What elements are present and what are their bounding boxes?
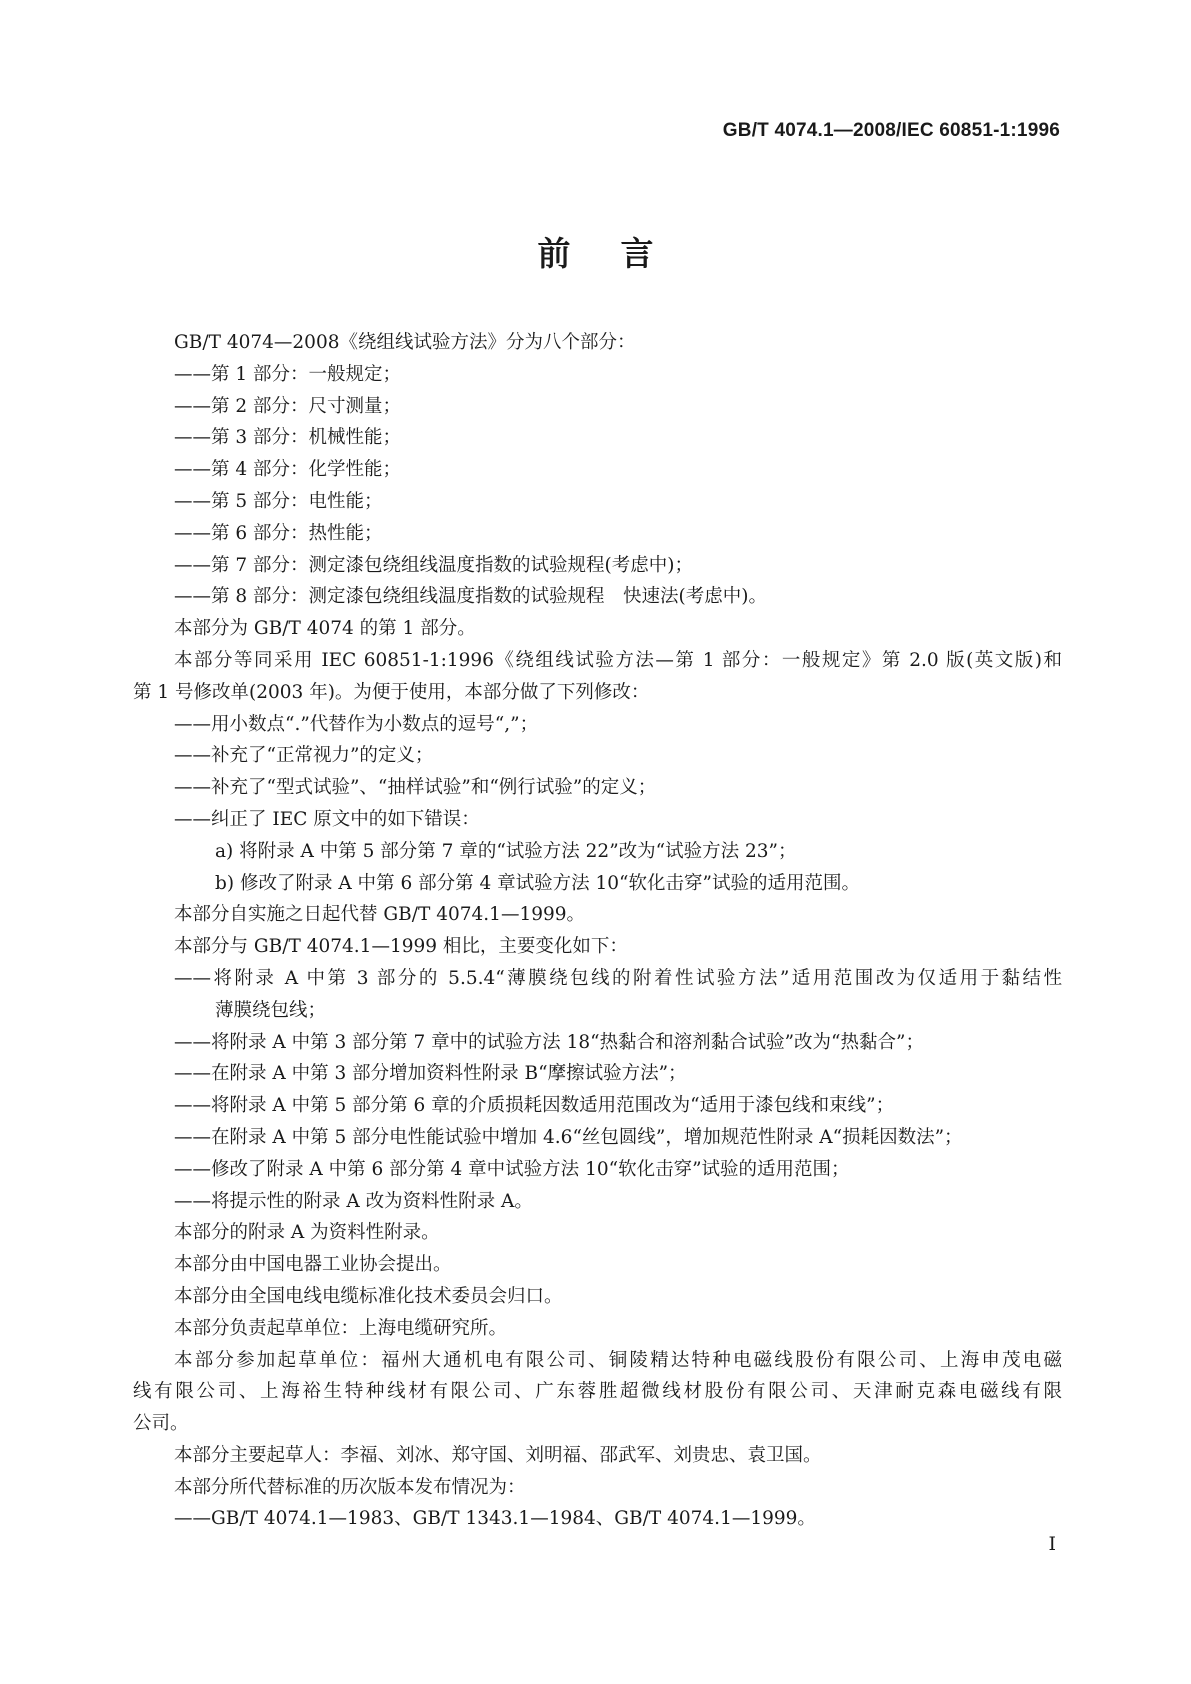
list-item: ——第 6 部分：热性能； xyxy=(174,522,383,544)
page-number: I xyxy=(1048,1533,1056,1555)
paragraph-line: 线有限公司、上海裕生特种线材有限公司、广东蓉胜超微线材股份有限公司、天津耐克森电磁线有限 xyxy=(133,1381,1062,1403)
list-item: ——第 4 部分：化学性能； xyxy=(174,459,402,481)
list-item: ——将附录 A 中第 5 部分第 6 章的介质损耗因数适用范围改为“适用于漆包线和束线”； xyxy=(174,1095,895,1117)
paragraph-line: 本部分主要起草人：李福、刘冰、郑守国、刘明福、邵武军、刘贵忠、袁卫国。 xyxy=(174,1444,822,1466)
list-item: ——将提示性的附录 A 改为资料性附录 A。 xyxy=(174,1190,533,1212)
list-item: ——补充了“正常视力”的定义； xyxy=(174,745,434,767)
list-item: ——第 7 部分：测定漆包绕组线温度指数的试验规程(考虑中)； xyxy=(174,554,693,576)
list-item: ——第 8 部分：测定漆包绕组线温度指数的试验规程 快速法(考虑中)。 xyxy=(174,586,767,608)
paragraph-line: 本部分为 GB/T 4074 的第 1 部分。 xyxy=(174,618,476,640)
list-item: ——用小数点“.”代替作为小数点的逗号“,”； xyxy=(174,713,539,735)
list-item: ——修改了附录 A 中第 6 部分第 4 章中试验方法 10“软化击穿”试验的适用范围； xyxy=(174,1158,850,1180)
list-item: ——补充了“型式试验”、“抽样试验”和“例行试验”的定义； xyxy=(174,777,657,799)
paragraph-line: 本部分参加起草单位：福州大通机电有限公司、铜陵精达特种电磁线股份有限公司、上海申茂电磁 xyxy=(174,1349,1062,1371)
list-item: ——第 3 部分：机械性能； xyxy=(174,427,402,449)
paragraph-line: 本部分由全国电线电缆标准化技术委员会归口。 xyxy=(174,1285,563,1307)
foreword-body xyxy=(133,327,1062,1535)
list-item: ——将附录 A 中第 3 部分的 5.5.4“薄膜绕包线的附着性试验方法”适用范围改为仅适用于黏结性 xyxy=(174,967,1062,989)
list-item: ——纠正了 IEC 原文中的如下错误： xyxy=(174,808,480,830)
sub-list-item: a) 将附录 A 中第 5 部分第 7 章的“试验方法 22”改为“试验方法 23”； xyxy=(215,840,797,862)
list-item: ——第 2 部分：尺寸测量； xyxy=(174,395,402,417)
sub-list-item: b) 修改了附录 A 中第 6 部分第 4 章试验方法 10“软化击穿”试验的适用范围。 xyxy=(215,872,860,894)
paragraph-line: 本部分自实施之日起代替 GB/T 4074.1—1999。 xyxy=(174,904,586,926)
list-item: ——第 5 部分：电性能； xyxy=(174,490,383,512)
list-item: ——GB/T 4074.1—1983、GB/T 1343.1—1984、GB/T 4074.1—1999。 xyxy=(174,1508,816,1530)
page-title: 前言 xyxy=(537,234,704,273)
list-item: ——将附录 A 中第 3 部分第 7 章中的试验方法 18“热黏合和溶剂黏合试验”改为“热黏合”； xyxy=(174,1031,924,1053)
paragraph-line: 第 1 号修改单(2003 年)。为便于使用，本部分做了下列修改： xyxy=(133,681,650,703)
list-item: ——在附录 A 中第 3 部分增加资料性附录 B“摩擦试验方法”； xyxy=(174,1063,687,1085)
paragraph-line: 本部分等同采用 IEC 60851-1:1996《绕组线试验方法—第 1 部分：一般规定》第 2.0 版(英文版)和 xyxy=(174,649,1062,671)
paragraph-line: 本部分的附录 A 为资料性附录。 xyxy=(174,1222,440,1244)
list-item: ——在附录 A 中第 5 部分电性能试验中增加 4.6“丝包圆线”，增加规范性附录 A“损耗因数法”； xyxy=(174,1126,963,1148)
paragraph-line: 本部分由中国电器工业协会提出。 xyxy=(174,1254,452,1276)
paragraph-line: 公司。 xyxy=(133,1413,189,1435)
paragraph-line: 本部分负责起草单位：上海电缆研究所。 xyxy=(174,1317,508,1339)
standard-number-header: GB/T 4074.1—2008/IEC 60851-1:1996 xyxy=(722,120,1060,141)
list-item: ——第 1 部分：一般规定； xyxy=(174,363,402,385)
paragraph-line: 本部分所代替标准的历次版本发布情况为： xyxy=(174,1476,526,1498)
paragraph-line: GB/T 4074—2008《绕组线试验方法》分为八个部分： xyxy=(174,332,636,353)
paragraph-line: 本部分与 GB/T 4074.1—1999 相比，主要变化如下： xyxy=(174,936,628,958)
list-item-continuation: 薄膜绕包线； xyxy=(215,999,327,1021)
